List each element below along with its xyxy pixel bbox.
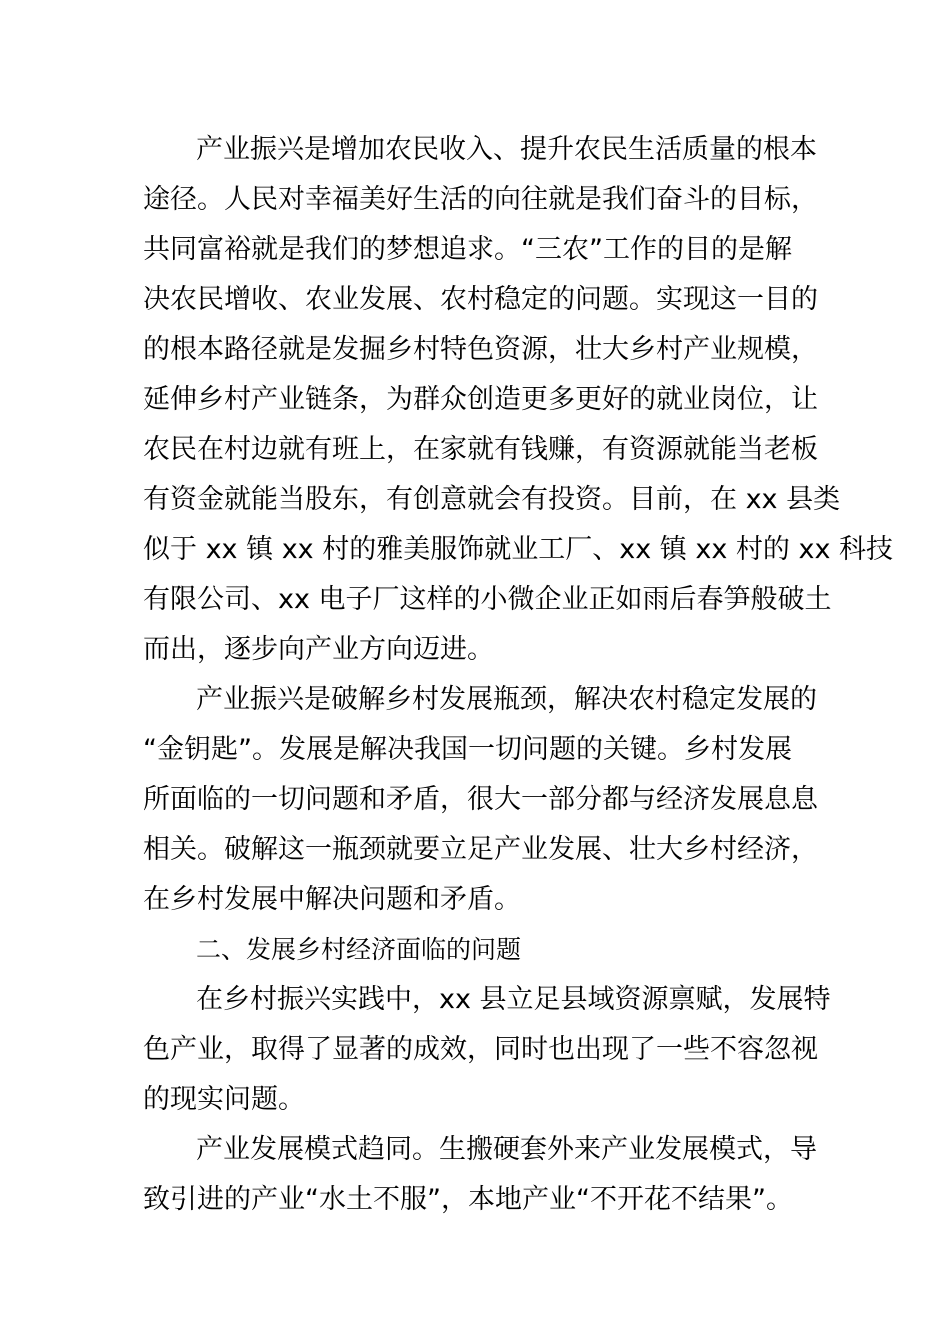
paragraph-1-line-7: 农民在村边就有班上，在家就有钱赚，有资源就能当老板 [143,434,818,465]
paragraph-1-line-1: 产业振兴是增加农民收入、提升农民生活质量的根本 [196,134,817,165]
paragraph-1-line-6: 延伸乡村产业链条，为群众创造更多更好的就业岗位，让 [143,384,818,415]
paragraph-2-line-1: 产业振兴是破解乡村发展瓶颈，解决农村稳定发展的 [196,684,817,715]
paragraph-1-line-8: 有资金就能当股东，有创意就会有投资。目前，在 xx 县类 [143,484,841,515]
paragraph-2-line-3: 所面临的一切问题和矛盾，很大一部分都与经济发展息息 [143,784,818,815]
paragraph-1-line-9: 似于 xx 镇 xx 村的雅美服饰就业工厂、xx 镇 xx 村的 xx 科技 [143,534,894,565]
paragraph-1-line-2: 途径。人民对幸福美好生活的向往就是我们奋斗的目标， [143,184,818,215]
paragraph-1-line-5: 的根本路径就是发掘乡村特色资源，壮大乡村产业规模， [143,334,818,365]
paragraph-3-line-2: 色产业，取得了显著的成效，同时也出现了一些不容忽视 [143,1034,818,1065]
paragraph-3-line-1: 在乡村振兴实践中，xx 县立足县域资源禀赋，发展特 [196,984,831,1015]
paragraph-4-line-1: 产业发展模式趋同。生搬硬套外来产业发展模式，导 [196,1134,817,1165]
paragraph-4-line-2: 致引进的产业“水土不服”，本地产业“不开花不结果”。 [143,1184,793,1215]
paragraph-1-line-3: 共同富裕就是我们的梦想追求。“三农”工作的目的是解 [143,234,792,265]
paragraph-1-line-10: 有限公司、xx 电子厂这样的小微企业正如雨后春笋般破土 [143,584,832,615]
paragraph-2-line-5: 在乡村发展中解决问题和矛盾。 [143,884,521,915]
paragraph-3-line-3: 的现实问题。 [143,1084,305,1115]
paragraph-2-line-4: 相关。破解这一瓶颈就要立足产业发展、壮大乡村经济， [143,834,818,865]
paragraph-2-line-2: “金钥匙”。发展是解决我国一切问题的关键。乡村发展 [143,734,792,765]
section-heading: 二、发展乡村经济面临的问题 [196,935,522,964]
paragraph-1-line-4: 决农民增收、农业发展、农村稳定的问题。实现这一目的 [143,284,818,315]
paragraph-1-line-11: 而出，逐步向产业方向迈进。 [143,634,494,665]
